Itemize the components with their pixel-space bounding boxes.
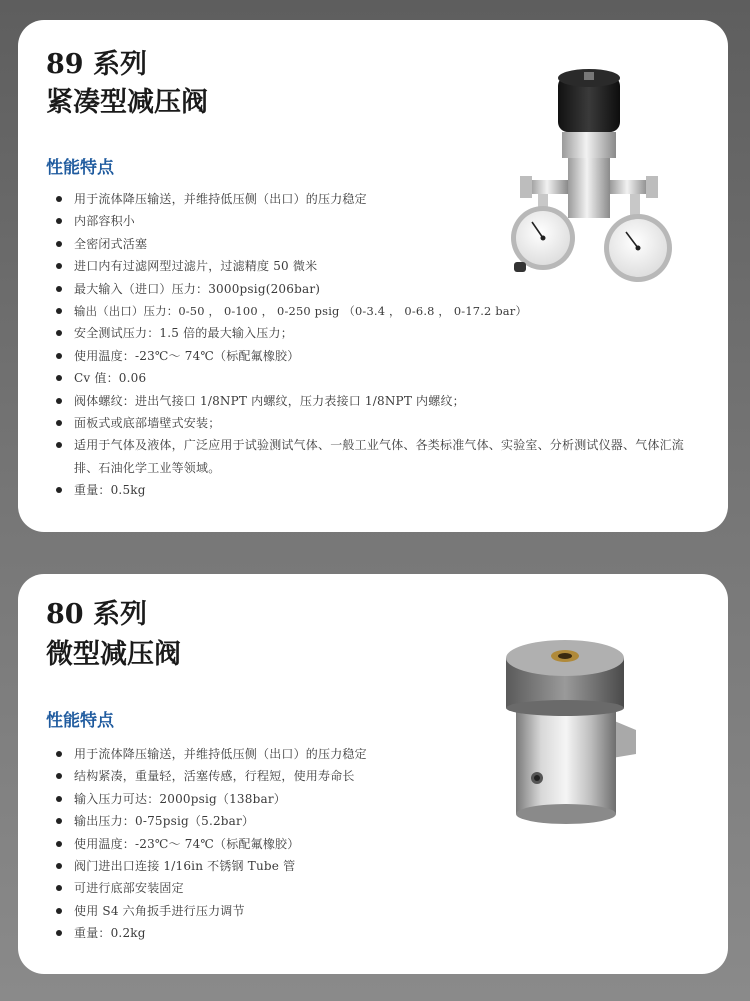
list-item: 适用于气体及液体，广泛应用于试验测试气体、一般工业气体、各类标准气体、实验室、分析测试仪器、气体汇流排、石油化学工业等领域。 [52, 434, 696, 479]
product-subtitle: 紧凑型减压阀 [46, 87, 208, 118]
list-item: 用于流体降压输送，并维持低压侧（出口）的压力稳定 [52, 188, 712, 210]
list-item: 全密闭式活塞 [52, 233, 712, 255]
list-item: 面板式或底部墙壁式安装； [52, 412, 712, 434]
product-card-80 [18, 574, 728, 974]
series-title: 89 系列 [46, 49, 147, 80]
list-item: 结构紧凑，重量轻，活塞传感，行程短，使用寿命长 [52, 765, 712, 787]
list-item: Cv 值：0.06 [52, 367, 712, 389]
list-item: 使用温度：-23℃～ 74℃（标配氟橡胶） [52, 345, 712, 367]
list-item: 可进行底部安装固定 [52, 877, 712, 899]
list-item: 内部容积小 [52, 210, 712, 232]
list-item: 输入压力可达：2000psig（138bar） [52, 788, 712, 810]
product-subtitle: 微型减压阀 [46, 639, 181, 670]
list-item: 阀门进出口连接 1/16in 不锈钢 Tube 管 [52, 855, 712, 877]
regulator-89-image [486, 62, 696, 302]
list-item: 输出压力：0-75psig（5.2bar） [52, 810, 712, 832]
list-item: 用于流体降压输送，并维持低压侧（出口）的压力稳定 [52, 743, 712, 765]
features-heading: 性能特点 [46, 158, 114, 178]
features-heading: 性能特点 [46, 711, 114, 731]
list-item: 输出（出口）压力：0-50 ， 0-100 ， 0-250 psig （0-3.4 ， 0-6.8 ， 0-17.2 bar） [52, 300, 712, 322]
series-title: 80 系列 [46, 599, 147, 630]
regulator-80-image [494, 630, 654, 830]
list-item: 重量：0.2kg [52, 922, 712, 944]
list-item: 最大输入（进口）压力：3000psig(206bar) [52, 278, 712, 300]
list-item: 使用温度：-23℃～ 74℃（标配氟橡胶） [52, 833, 712, 855]
list-item: 使用 S4 六角扳手进行压力调节 [52, 900, 712, 922]
list-item: 重量：0.5kg [52, 479, 712, 501]
product-card-89 [18, 20, 728, 532]
list-item: 阀体螺纹：进出气接口 1/8NPT 内螺纹，压力表接口 1/8NPT 内螺纹； [52, 390, 712, 412]
list-item: 进口内有过滤网型过滤片，过滤精度 50 微米 [52, 255, 712, 277]
list-item: 安全测试压力：1.5 倍的最大输入压力； [52, 322, 712, 344]
